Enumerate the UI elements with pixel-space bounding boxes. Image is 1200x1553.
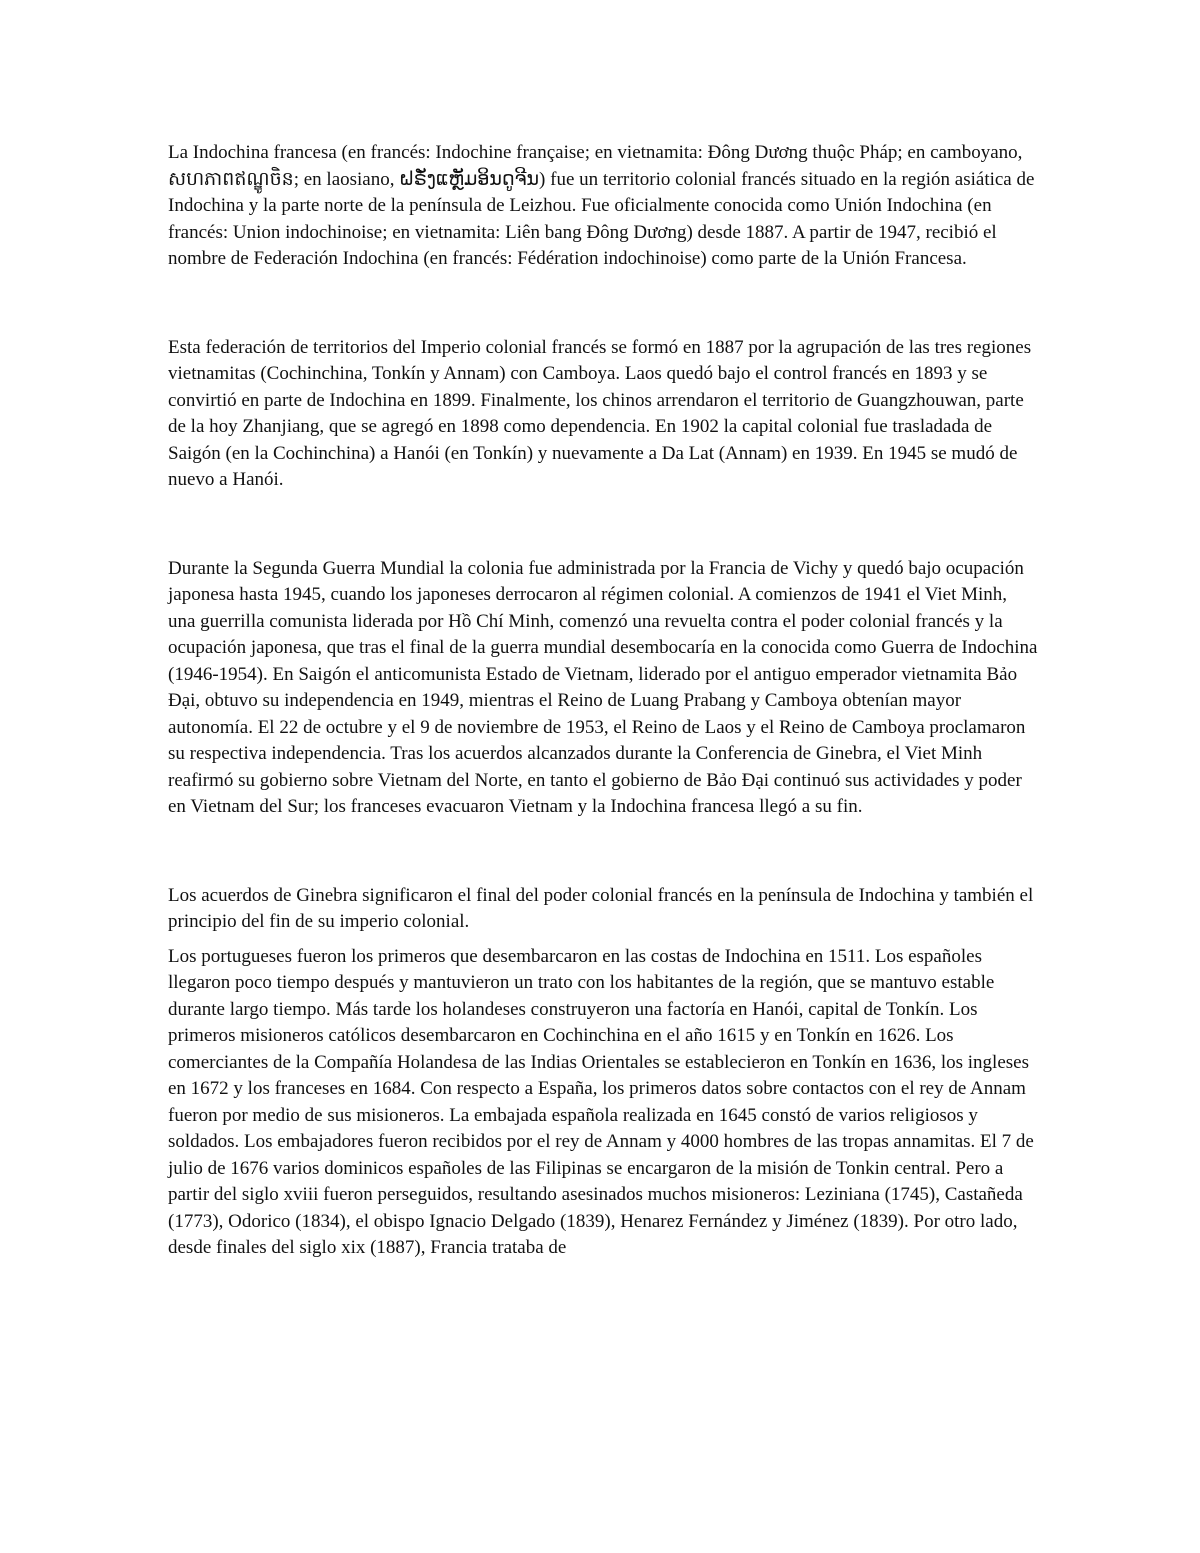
paragraph-intro: La Indochina francesa (en francés: Indochine française; en vietnamita: Đông Dương thuộc Pháp; en camboyano, សហភាពឥណ្ឌូចិន; en laosiano, ຝຣັ່ງແຫຼັມອິນດູຈີນ) fue un territorio colonial francés situado en la región asiática de Indochina y la parte norte de la península de Leizhou. Fue oficialmente conocida como Unión Indochina (en francés: Union indochinoise; en vietnamita: Liên bang Đông Dương) desde 1887. A partir de 1947, recibió el nombre de Federación Indochina (en francés: Fédération indochinoise) como parte de la Unión Francesa. <box>168 142 1035 269</box>
paragraph-federation: Esta federación de territorios del Imperio colonial francés se formó en 1887 por la agrupación de las tres regiones vietnamitas (Cochinchina, Tonkín y Annam) con Camboya. Laos quedó bajo el control francés en 1893 y se convirtió en parte de Indochina en 1899. Finalmente, los chinos arrendaron el territorio de Guangzhouwan, parte de la hoy Zhanjiang, que se agregó en 1898 como dependencia. En 1902 la capital colonial fue trasladada de Saigón (en la Cochinchina) a Hanói (en Tonkín) y nuevamente a Da Lat (Annam) en 1939. En 1945 se mudó de nuevo a Hanói. <box>168 336 1032 490</box>
document-body <box>168 140 1038 1262</box>
paragraph-history: Los portugueses fueron los primeros que desembarcaron en las costas de Indochina en 1511. Los españoles llegaron poco tiempo después y mantuvieron un trato con los habitantes de la región, que se mantuvo estable durante largo tiempo. Más tarde los holandeses construyeron una factoría en Hanói, capital de Tonkín. Los primeros misioneros católicos desembarcaron en Cochinchina en el año 1615 y en Tonkín en 1626. Los comerciantes de la Compañía Holandesa de las Indias Orientales se establecieron en Tonkín en 1636, los ingleses en 1672 y los franceses en 1684. Con respecto a España, los primeros datos sobre contactos con el rey de Annam fueron por medio de sus misioneros. La embajada española realizada en 1645 constó de varios religiosos y soldados. Los embajadores fueron recibidos por el rey de Annam y 4000 hombres de las tropas annamitas. El 7 de julio de 1676 varios dominicos españoles de las Filipinas se encargaron de la misión de Tonkin central. Pero a partir del siglo xviii fueron perseguidos, resultando asesinados muchos misioneros: Leziniana (1745), Castañeda (1773), Odorico (1834), el obispo Ignacio Delgado (1839), Henarez Fernández y Jiménez (1839). Por otro lado, desde finales del siglo xix (1887), Francia trataba de <box>168 945 1034 1258</box>
paragraph-world-war: Durante la Segunda Guerra Mundial la colonia fue administrada por la Francia de Vichy y quedó bajo ocupación japonesa hasta 1945, cuando los japoneses derrocaron al régimen colonial. A comienzos de 1941 el Viet Minh, una guerrilla comunista liderada por Hồ Chí Minh, comenzó una revuelta contra el poder colonial francés y la ocupación japonesa, que tras el final de la guerra mundial desembocaría en la conocida como Guerra de Indochina (1946-1954). En Saigón el anticomunista Estado de Vietnam, liderado por el antiguo emperador vietnamita Bảo Đại, obtuvo su independencia en 1949, mientras el Reino de Luang Prabang y Camboya obtenían mayor autonomía. El 22 de octubre y el 9 de noviembre de 1953, el Reino de Laos y el Reino de Camboya proclamaron su respectiva independencia. Tras los acuerdos alcanzados durante la Conferencia de Ginebra, el Viet Minh reafirmó su gobierno sobre Vietnam del Norte, en tanto el gobierno de Bảo Đại continuó sus actividades y poder en Vietnam del Sur; los franceses evacuaron Vietnam y la Indochina francesa llegó a su fin. <box>168 557 1038 817</box>
paragraph-geneva-accords: Los acuerdos de Ginebra significaron el final del poder colonial francés en la península de Indochina y también el principio del fin de su imperio colonial. <box>168 884 1034 932</box>
